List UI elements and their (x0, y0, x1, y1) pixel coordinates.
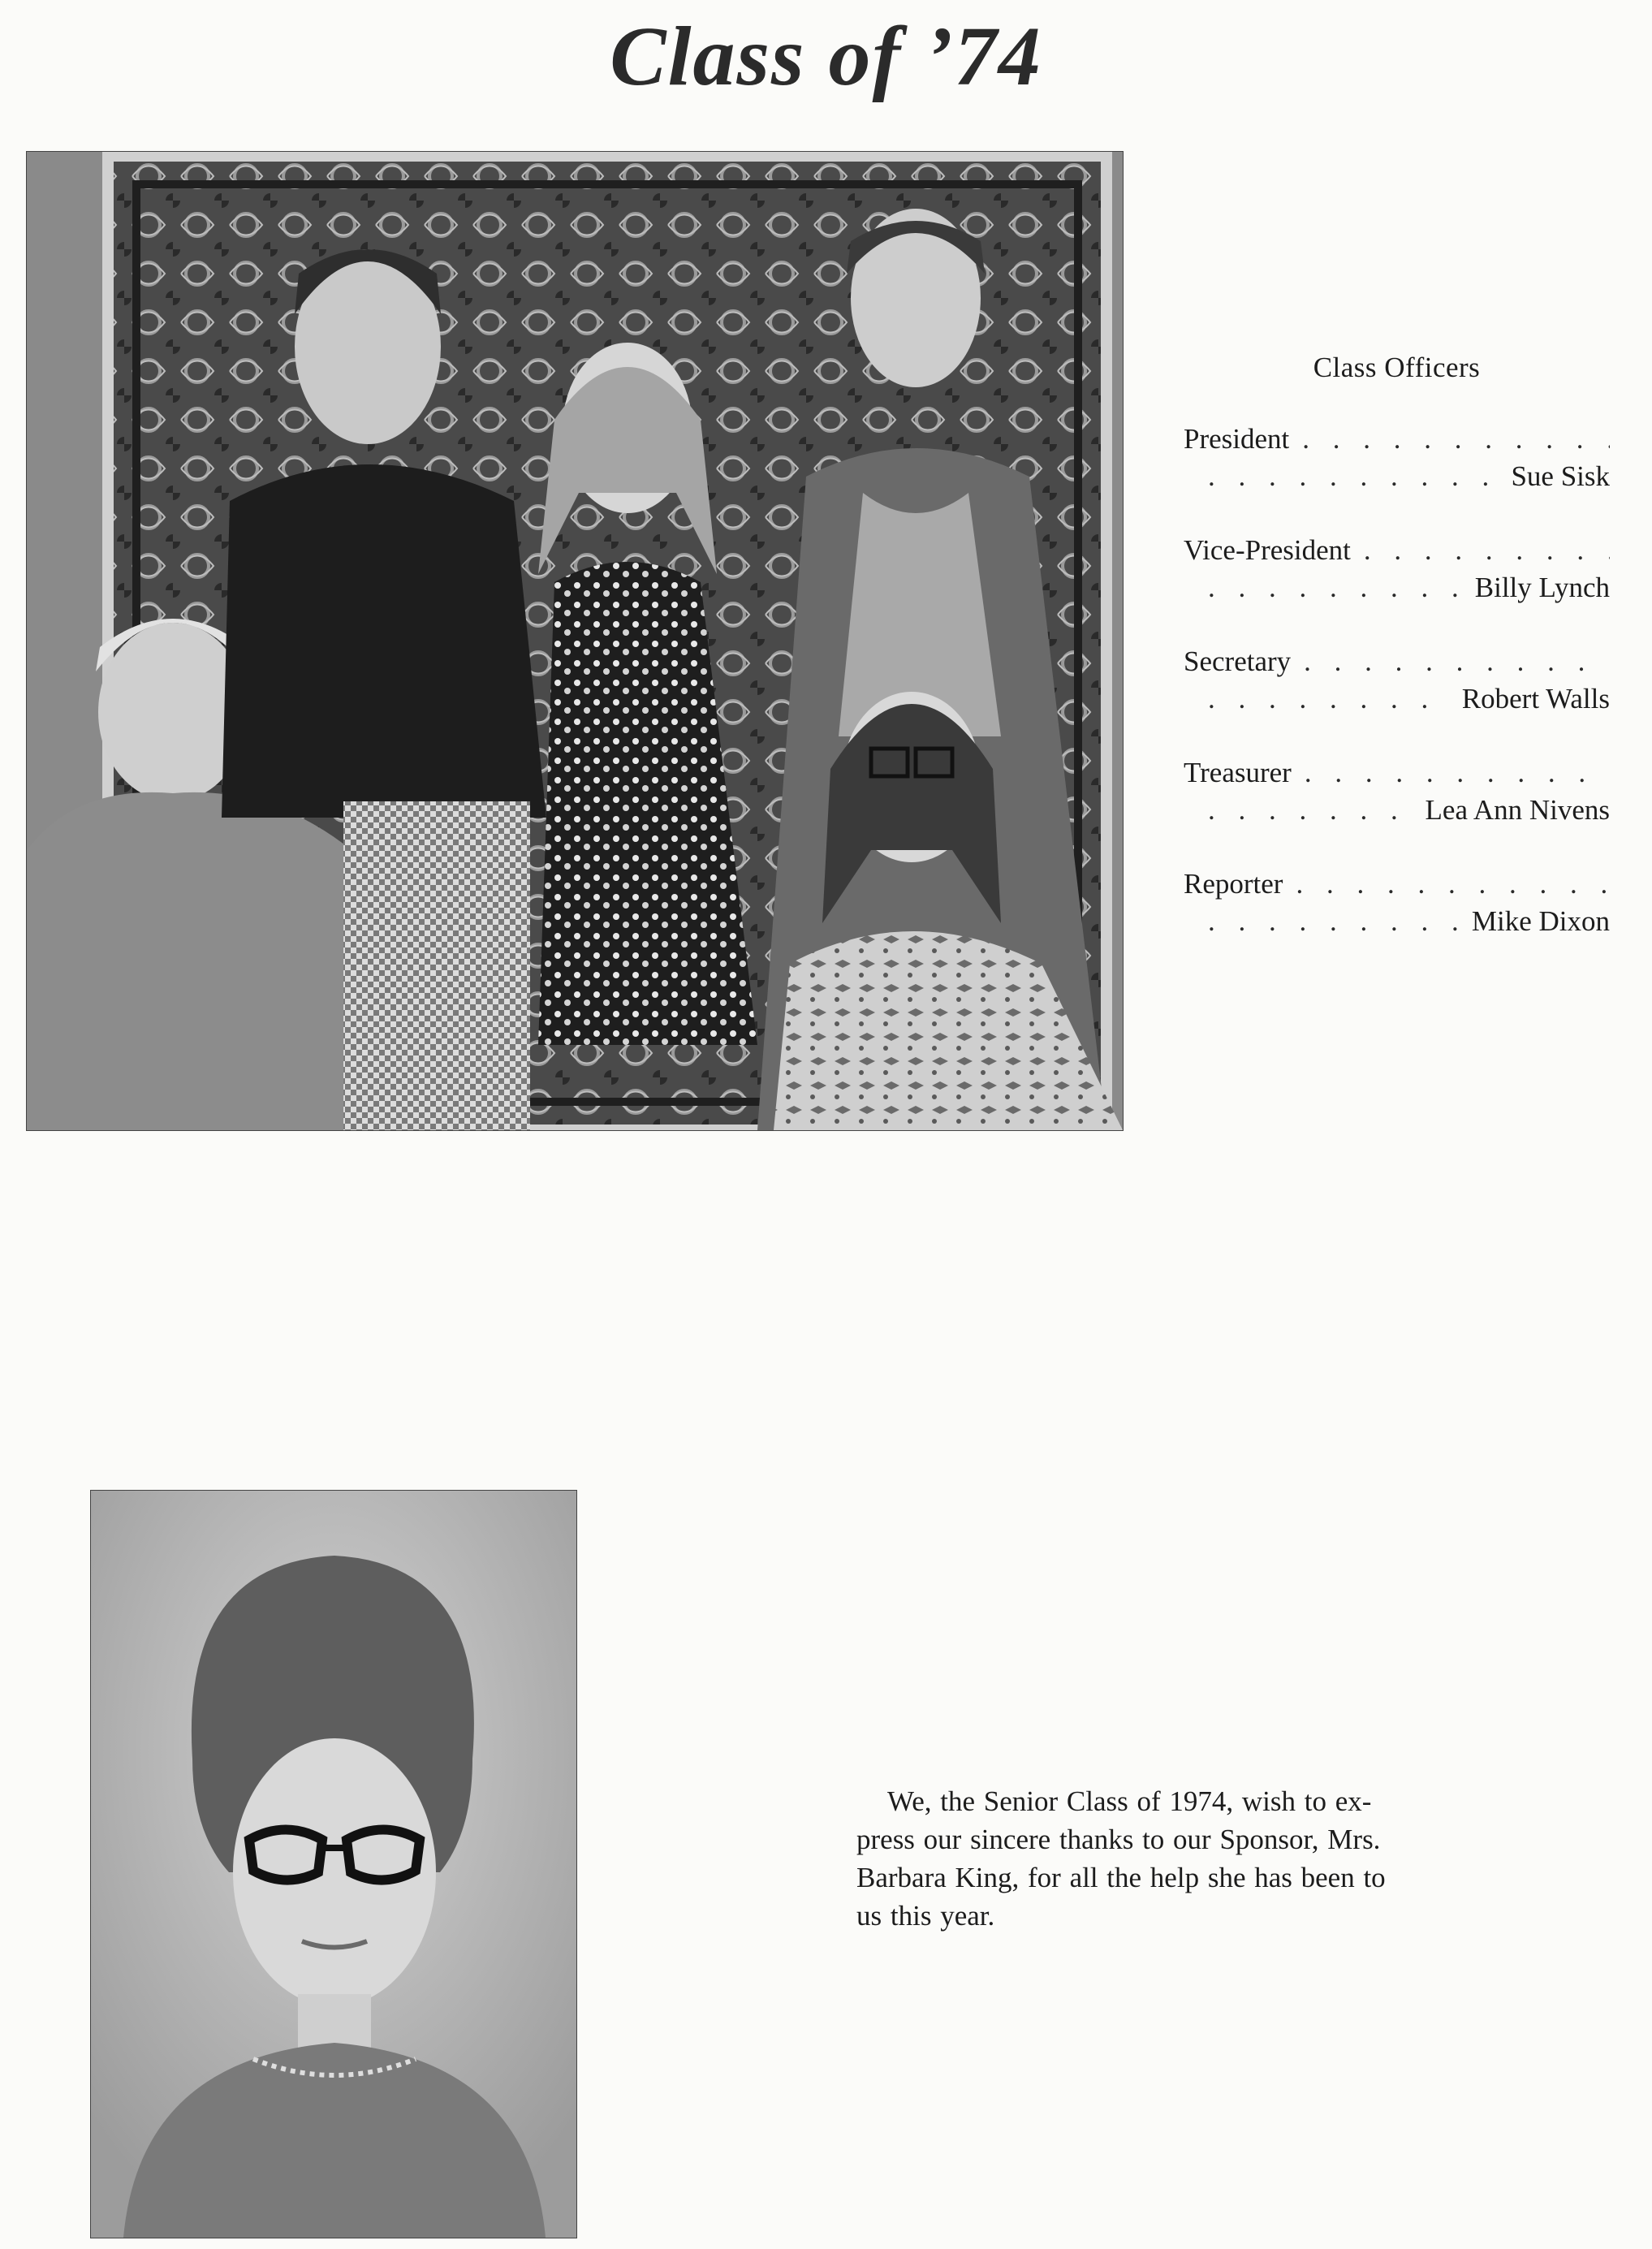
officer-name: Sue Sisk (1511, 460, 1610, 492)
officer-name: Billy Lynch (1474, 572, 1610, 603)
officer-name: Robert Walls (1461, 683, 1610, 714)
officer-title: Vice-President (1184, 534, 1351, 566)
thanks-line: us this year. (856, 1900, 995, 1932)
leader-dots (1208, 903, 1460, 940)
officer-secretary (1184, 643, 1610, 718)
page-title: Class of ’74 (610, 10, 1042, 103)
thanks-line: We, the Senior Class of 1974, wish to ex- (887, 1785, 1372, 1817)
class-officers-heading: Class Officers (1313, 352, 1481, 383)
leader-dots (1304, 643, 1610, 680)
leader-dots (1305, 754, 1610, 792)
officer-president (1184, 421, 1610, 495)
class-officers-photo (26, 151, 1124, 1131)
officer-treasurer (1184, 754, 1610, 829)
officer-title: Secretary (1184, 645, 1292, 677)
leader-dots (1208, 458, 1499, 495)
thanks-line: press our sincere thanks to our Sponsor, Mrs. (856, 1824, 1381, 1855)
leader-dots (1302, 421, 1610, 458)
officer-reporter (1184, 865, 1610, 940)
officer-name: Lea Ann Nivens (1425, 794, 1610, 826)
officer-title: Treasurer (1184, 757, 1292, 788)
leader-dots (1208, 680, 1451, 718)
leader-dots (1296, 865, 1610, 903)
officer-title: Reporter (1184, 868, 1283, 900)
class-officers-list (1184, 349, 1610, 977)
officer-title: President (1184, 423, 1290, 455)
thanks-line: Barbara King, for all the help she has been to (856, 1862, 1386, 1893)
leader-dots (1208, 792, 1414, 829)
class-officers-photo-illustration (27, 152, 1123, 1130)
officer-name: Mike Dixon (1471, 905, 1610, 937)
leader-dots (1208, 569, 1464, 606)
sponsor-portrait-illustration (91, 1491, 576, 2238)
leader-dots (1364, 532, 1610, 569)
sponsor-thanks-paragraph (856, 1782, 1469, 1935)
sponsor-portrait-photo (90, 1490, 577, 2238)
officer-vice-president (1184, 532, 1610, 606)
